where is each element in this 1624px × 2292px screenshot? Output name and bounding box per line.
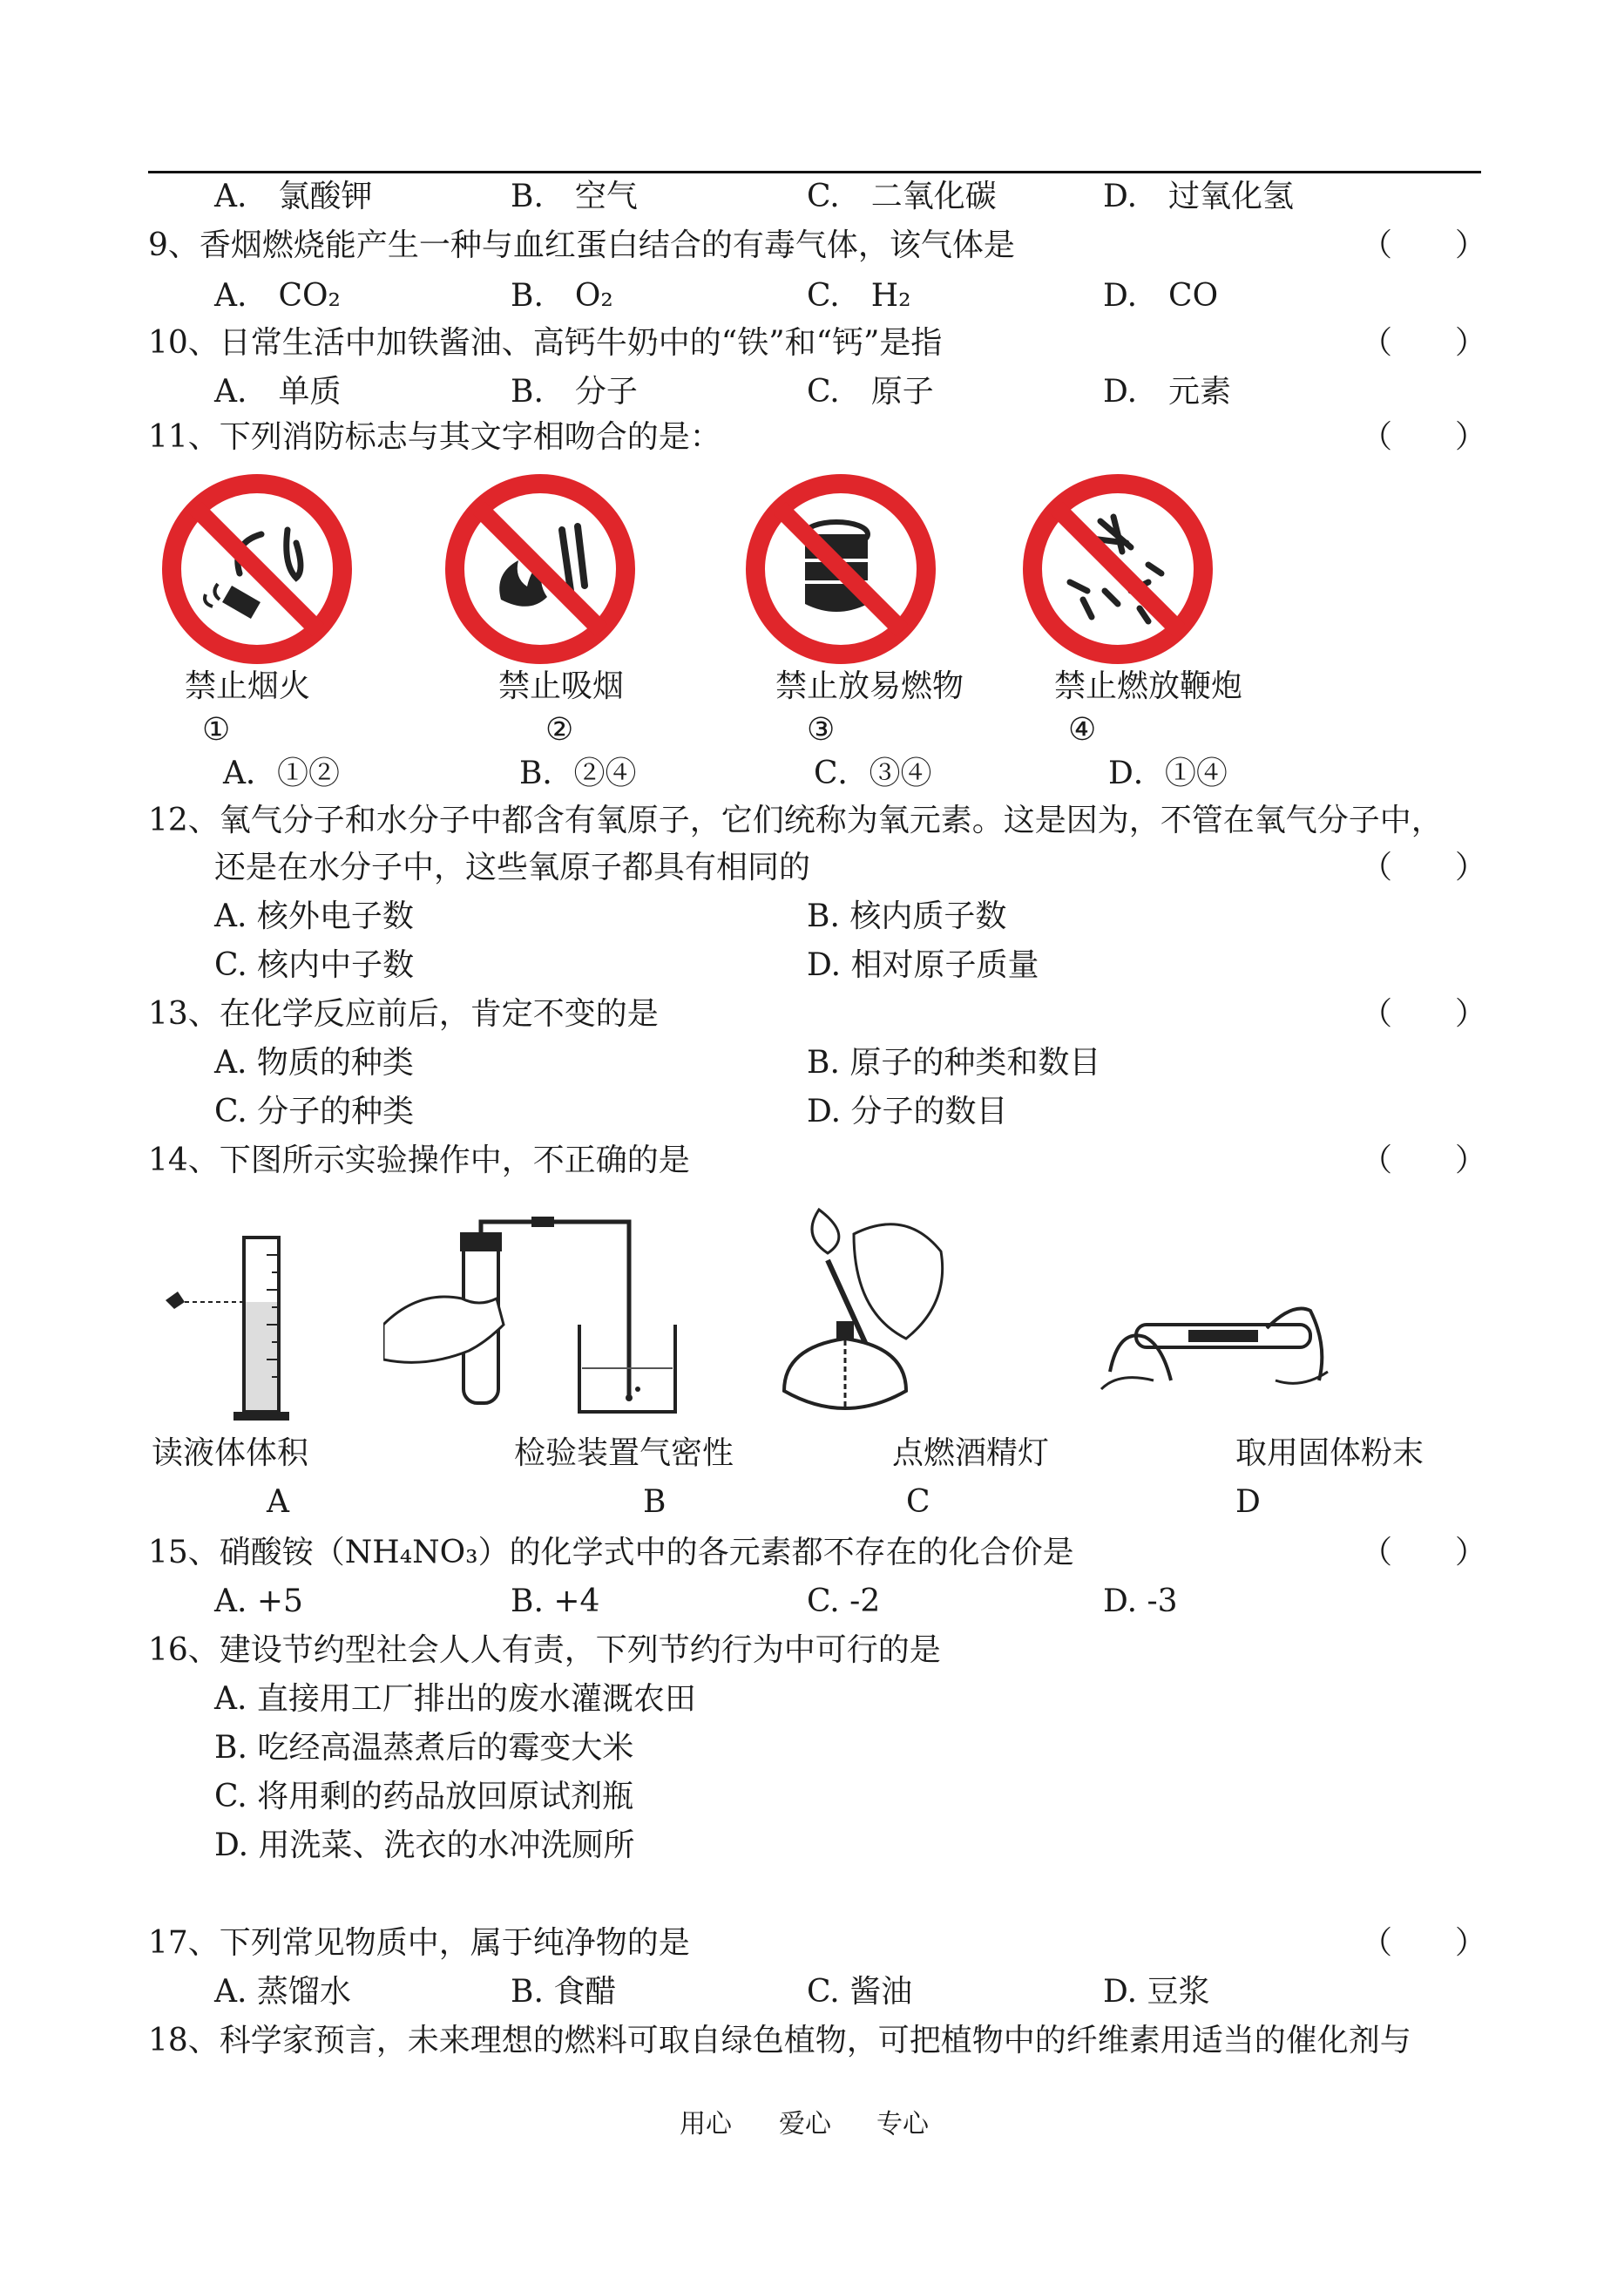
q11-stem: 11、下列消防标志与其文字相吻合的是： xyxy=(148,419,721,455)
q9-stem: 9、香烟燃烧能产生一种与血红蛋白结合的有毒气体，该气体是 xyxy=(148,227,1015,263)
q13-option-d: D. 分子的数目 xyxy=(807,1094,1008,1129)
q10-option-b: B. 分子 xyxy=(511,374,638,410)
sign4-number: ④ xyxy=(1068,712,1097,748)
q14-item-b-label: 检验装置气密性 xyxy=(514,1435,734,1471)
q14-item-b-letter: B xyxy=(643,1484,667,1520)
q15-stem: 15、硝酸铵（NH₄NO₃）的化学式中的各元素都不存在的化合价是 xyxy=(148,1535,1074,1570)
q10-option-a: A. 单质 xyxy=(214,374,342,410)
footer-text-2: 爱心 xyxy=(779,2109,831,2139)
q13-stem: 13、在化学反应前后，肯定不变的是 xyxy=(148,996,659,1032)
q11-option-a: A．①② xyxy=(223,756,340,791)
q9-option-d: D. CO xyxy=(1103,278,1219,314)
q12-option-c: C. 核内中子数 xyxy=(214,947,415,983)
q16-option-a: A. 直接用工厂排出的废水灌溉农田 xyxy=(214,1681,696,1717)
alcohol-lamp-icon xyxy=(767,1199,958,1434)
airtightness-test-icon xyxy=(383,1203,680,1429)
sign1-number: ① xyxy=(202,712,231,748)
q11-option-d: D．①④ xyxy=(1108,756,1228,791)
sign2-number: ② xyxy=(545,712,574,748)
sign4-label: 禁止燃放鞭炮 xyxy=(1054,668,1243,704)
q12-option-d: D. 相对原子质量 xyxy=(807,947,1039,983)
q15-option-b: B. +4 xyxy=(511,1583,600,1619)
q13-option-c: C. 分子的种类 xyxy=(214,1094,415,1129)
q14-item-a-label: 读液体体积 xyxy=(152,1435,309,1471)
q11-option-c: C．③④ xyxy=(814,756,932,791)
sign3-label: 禁止放易燃物 xyxy=(775,668,964,704)
q13-option-a: A. 物质的种类 xyxy=(214,1045,414,1081)
q16-option-b: B. 吃经高温蒸煮后的霉变大米 xyxy=(214,1730,634,1766)
q15-option-c: C. -2 xyxy=(807,1583,881,1619)
powder-test-tube-icon xyxy=(1093,1276,1336,1407)
q9-answer-bracket[interactable]: （ ） xyxy=(1361,227,1487,263)
sign1-label: 禁止烟火 xyxy=(185,668,311,704)
q8-option-c: C. 二氧化碳 xyxy=(807,179,997,214)
header-rule xyxy=(148,171,1481,173)
q17-option-b: B. 食醋 xyxy=(511,1974,617,2010)
q8-option-b: B. 空气 xyxy=(511,179,638,214)
q14-item-d-label: 取用固体粉末 xyxy=(1235,1435,1424,1471)
q9-option-a: A. CO₂ xyxy=(214,278,341,314)
q12-option-a: A. 核外电子数 xyxy=(214,898,414,934)
q11-answer-bracket[interactable]: （ ） xyxy=(1361,419,1487,455)
q9-option-c: C. H₂ xyxy=(807,278,911,314)
q15-option-a: A. +5 xyxy=(214,1583,303,1619)
sign2-label: 禁止吸烟 xyxy=(498,668,625,704)
q8-option-d: D. 过氧化氢 xyxy=(1103,179,1295,214)
q14-item-a-letter: A xyxy=(267,1484,289,1520)
q14-item-d-letter: D xyxy=(1235,1484,1261,1520)
q16-option-d: D. 用洗菜、洗衣的水冲洗厕所 xyxy=(214,1827,635,1863)
no-firecrackers-sign-icon xyxy=(1018,469,1218,669)
q14-answer-bracket[interactable]: （ ） xyxy=(1361,1143,1487,1178)
footer-text-3: 专心 xyxy=(876,2109,929,2139)
q13-option-b: B. 原子的种类和数目 xyxy=(807,1045,1101,1081)
q15-answer-bracket[interactable]: （ ） xyxy=(1361,1535,1487,1570)
q10-answer-bracket[interactable]: （ ） xyxy=(1361,325,1487,361)
q14-stem: 14、下图所示实验操作中，不正确的是 xyxy=(148,1143,690,1178)
q15-option-d: D. -3 xyxy=(1103,1583,1178,1619)
footer-text-1: 用心 xyxy=(680,2109,732,2139)
graduated-cylinder-icon xyxy=(153,1220,336,1429)
q11-option-b: B．②④ xyxy=(519,756,637,791)
q17-option-a: A. 蒸馏水 xyxy=(214,1974,351,2010)
q16-option-c: C. 将用剩的药品放回原试剂瓶 xyxy=(214,1779,634,1814)
q17-answer-bracket[interactable]: （ ） xyxy=(1361,1925,1487,1961)
q13-answer-bracket[interactable]: （ ） xyxy=(1361,996,1487,1032)
q10-option-d: D. 元素 xyxy=(1103,374,1232,410)
no-smoking-sign-icon xyxy=(440,469,640,669)
q12-stem-line2: 还是在水分子中，这些氧原子都具有相同的 xyxy=(214,850,811,885)
q12-option-b: B. 核内质子数 xyxy=(807,898,1007,934)
q17-option-d: D. 豆浆 xyxy=(1103,1974,1210,2010)
q12-stem-line1: 12、氧气分子和水分子中都含有氧原子，它们统称为氧元素。这是因为，不管在氧气分子中， xyxy=(148,803,1443,838)
q10-option-c: C. 原子 xyxy=(807,374,934,410)
q14-item-c-letter: C xyxy=(906,1484,930,1520)
q10-stem: 10、日常生活中加铁酱油、高钙牛奶中的“铁”和“钙”是指 xyxy=(148,325,943,361)
q9-option-b: B. O₂ xyxy=(511,278,613,314)
q17-option-c: C. 酱油 xyxy=(807,1974,913,2010)
sign3-number: ③ xyxy=(807,712,836,748)
no-fireworks-sign-icon xyxy=(157,469,357,669)
q8-option-a: A. 氯酸钾 xyxy=(214,179,373,214)
q17-stem: 17、下列常见物质中，属于纯净物的是 xyxy=(148,1925,690,1961)
q12-answer-bracket[interactable]: （ ） xyxy=(1361,850,1487,885)
q16-stem: 16、建设节约型社会人人有责，下列节约行为中可行的是 xyxy=(148,1632,941,1668)
no-flammables-sign-icon xyxy=(741,469,941,669)
q18-stem: 18、科学家预言，未来理想的燃料可取自绿色植物，可把植物中的纤维素用适当的催化剂与 xyxy=(148,2023,1411,2058)
q14-item-c-label: 点燃酒精灯 xyxy=(892,1435,1050,1471)
